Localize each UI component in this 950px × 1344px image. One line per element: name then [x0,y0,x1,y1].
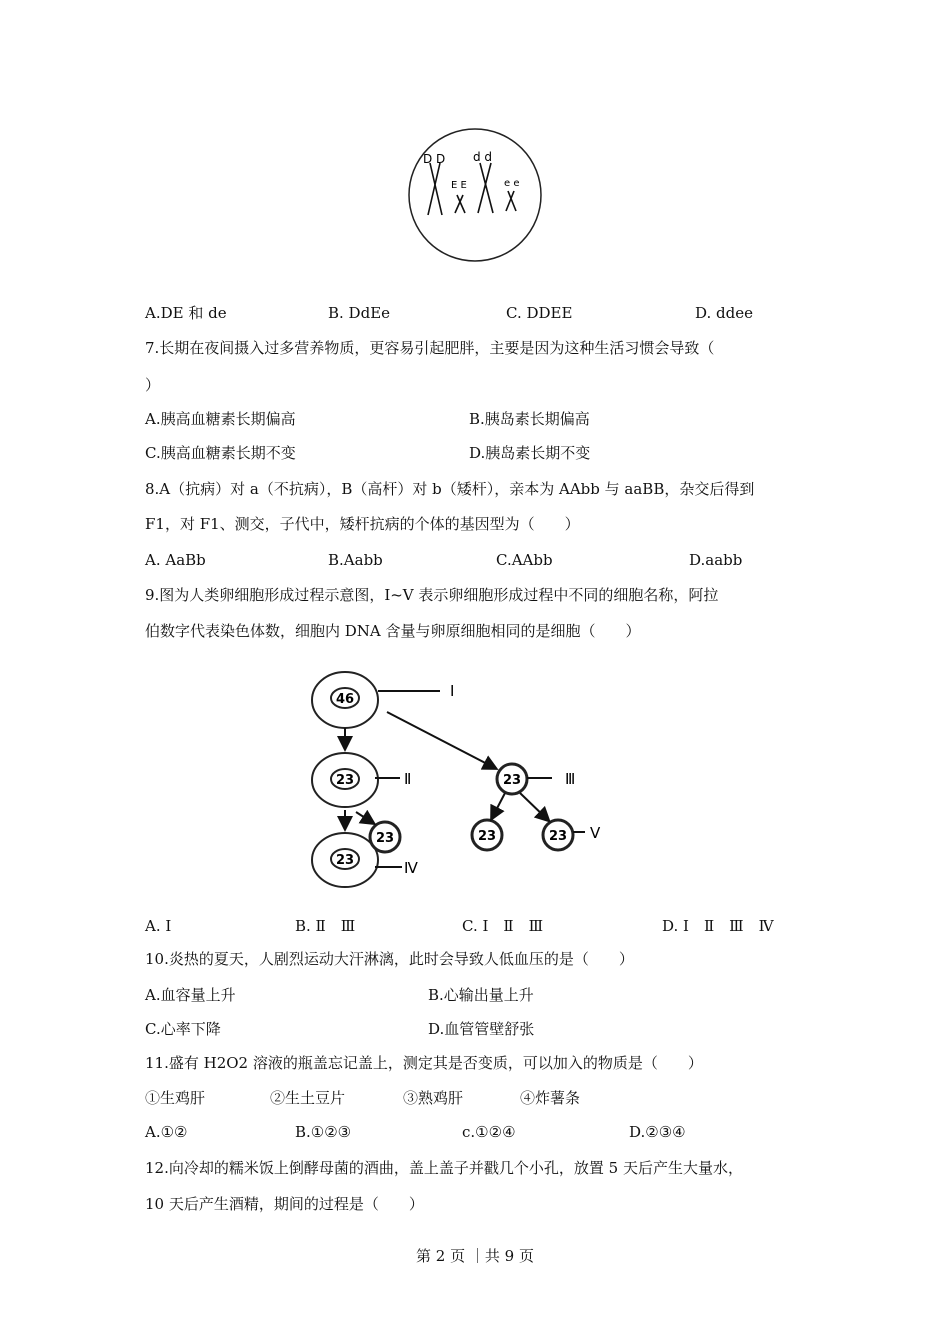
q11-item-1: ①生鸡肝 [145,1089,206,1107]
q9-option-a[interactable]: A. Ⅰ [145,917,172,935]
q7-option-d[interactable]: D.胰岛素长期不变 [469,444,591,462]
chromosome-cell-figure [405,125,545,265]
q8-option-a[interactable]: A. AaBb [145,551,206,569]
q12-stem-cont: 10 天后产生酒精，期间的过程是（ ） [145,1195,424,1213]
q10-stem: 10.炎热的夏天，人剧烈运动大汗淋漓，此时会导致人低血压的是（ ） [145,950,634,968]
label-I: Ⅰ [450,682,455,700]
q10-option-d[interactable]: D.血管管壁舒张 [428,1020,535,1038]
q8-stem: 8.A（抗病）对 a（不抗病），B（高杆）对 b（矮杆），亲本为 AAbb 与 aaBB，杂交后得到 [145,480,755,498]
q10-option-b[interactable]: B.心输出量上升 [428,986,534,1004]
label-DD: D D [423,152,446,166]
q8-stem-cont: F1，对 F1、测交，子代中，矮杆抗病的个体的基因型为（ ） [145,515,580,533]
q8-option-c[interactable]: C.AAbb [496,551,553,569]
q7-stem-cont: ） [145,376,161,394]
q11-item-2: ②生土豆片 [270,1089,346,1107]
q6-option-c[interactable]: C. DDEE [506,304,573,322]
q8-option-b[interactable]: B.Aabb [328,551,383,569]
label-II: Ⅱ [404,770,412,788]
label-EE: E E [451,180,467,191]
q6-option-b[interactable]: B. DdEe [328,304,391,322]
cell-I-count: 46 [335,692,355,707]
label-V: Ⅴ [590,824,601,842]
cell-V-count: 23 [548,829,568,844]
q12-stem: 12.向冷却的糯米饭上倒酵母菌的酒曲，盖上盖子并戳几个小孔，放置 5 天后产生大量水， [145,1159,743,1177]
q6-option-d[interactable]: D. ddee [695,304,753,322]
q11-item-4: ④炸薯条 [520,1089,581,1107]
label-IV: Ⅳ [404,859,418,877]
q10-option-a[interactable]: A.血容量上升 [145,986,236,1004]
q11-stem: 11.盛有 H2O2 溶液的瓶盖忘记盖上，测定其是否变质，可以加入的物质是（ ） [145,1054,703,1072]
q11-option-d[interactable]: D.②③④ [629,1123,686,1141]
q7-option-a[interactable]: A.胰高血糖素长期偏高 [145,410,296,428]
oogenesis-figure [290,660,630,900]
q7-option-c[interactable]: C.胰高血糖素长期不变 [145,444,296,462]
cell-IV-count: 23 [335,853,355,868]
q9-stem: 9.图为人类卵细胞形成过程示意图，Ⅰ~Ⅴ 表示卵细胞形成过程中不同的细胞名称，阿拉 [145,586,719,604]
q9-stem-cont: 伯数字代表染色体数，细胞内 DNA 含量与卵原细胞相同的是细胞（ ） [145,622,641,640]
q11-item-3: ③熟鸡肝 [403,1089,464,1107]
q10-option-c[interactable]: C.心率下降 [145,1020,221,1038]
q11-option-b[interactable]: B.①②③ [295,1123,352,1141]
q7-option-b[interactable]: B.胰岛素长期偏高 [469,410,590,428]
q9-option-b[interactable]: B. Ⅱ Ⅲ [295,917,356,935]
q8-option-d[interactable]: D.aabb [689,551,743,569]
label-III: Ⅲ [565,770,576,788]
q11-option-c[interactable]: c.①②④ [462,1123,516,1141]
label-dd: d d [473,150,493,164]
q7-stem: 7.长期在夜间摄入过多营养物质，更容易引起肥胖，主要是因为这种生活习惯会导致（ [145,339,715,357]
cell-III-count: 23 [502,773,522,788]
q6-option-a[interactable]: A.DE 和 de [145,304,227,322]
q9-option-c[interactable]: C. Ⅰ Ⅱ Ⅲ [462,917,544,935]
cell-V-left-count: 23 [477,829,497,844]
q11-option-a[interactable]: A.①② [145,1123,188,1141]
label-ee: e e [504,178,520,189]
q9-option-d[interactable]: D. Ⅰ Ⅱ Ⅲ Ⅳ [662,917,774,935]
polar-body-count: 23 [375,831,395,846]
page-footer: 第 2 页 ｜共 9 页 [416,1247,534,1265]
cell-II-count: 23 [335,773,355,788]
